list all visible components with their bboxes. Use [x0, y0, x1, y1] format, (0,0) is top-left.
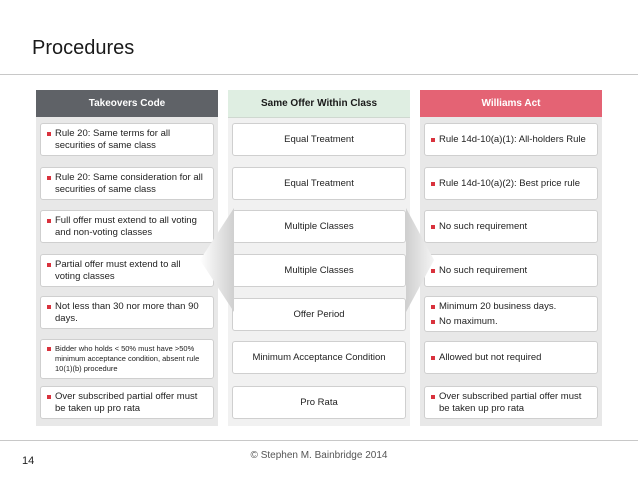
mid-box-5: Offer Period	[232, 298, 406, 331]
right-box-4: No such requirement	[424, 254, 598, 287]
bullet-icon	[47, 395, 51, 399]
right-box-3: No such requirement	[424, 210, 598, 243]
right-box-6: Allowed but not required	[424, 341, 598, 374]
page-number: 14	[22, 455, 35, 467]
left-box-2: Rule 20: Same consideration for all securities of same class	[40, 167, 214, 200]
left-box-3: Full offer must extend to all voting and non-voting classes	[40, 210, 214, 243]
mid-box-1: Equal Treatment	[232, 123, 406, 156]
takeovers-code-header: Takeovers Code	[36, 90, 218, 117]
takeovers-code-column	[36, 90, 218, 426]
same-offer-header: Same Offer Within Class	[228, 90, 410, 118]
bullet-icon	[431, 320, 435, 324]
williams-act-header: Williams Act	[420, 90, 602, 117]
bullet-icon	[47, 132, 51, 136]
bullet-icon	[431, 138, 435, 142]
mid-box-6: Minimum Acceptance Condition	[232, 341, 406, 374]
right-box-5: Minimum 20 business days. No maximum.	[424, 296, 598, 332]
left-chevron-icon	[200, 208, 234, 312]
mid-box-4: Multiple Classes	[232, 254, 406, 287]
bullet-icon	[47, 176, 51, 180]
mid-box-3: Multiple Classes	[232, 210, 406, 243]
left-box-4: Partial offer must extend to all voting classes	[40, 254, 214, 287]
left-box-5: Not less than 30 nor more than 90 days.	[40, 296, 214, 329]
top-divider	[0, 74, 638, 75]
page-title: Procedures	[32, 37, 135, 59]
same-offer-column	[228, 90, 410, 426]
bullet-icon	[431, 356, 435, 360]
left-box-6: Bidder who holds < 50% must have >50% minimum acceptance condition, absent rule 10(1)(b) procedure	[40, 339, 214, 379]
right-chevron-icon	[406, 208, 434, 312]
bullet-icon	[431, 395, 435, 399]
bottom-divider	[0, 440, 638, 441]
mid-box-7: Pro Rata	[232, 386, 406, 419]
left-box-1: Rule 20: Same terms for all securities of same class	[40, 123, 214, 156]
bullet-icon	[47, 305, 51, 309]
right-box-7: Over subscribed partial offer must be taken up pro rata	[424, 386, 598, 419]
right-box-2: Rule 14d-10(a)(2): Best price rule	[424, 167, 598, 200]
copyright-footer: © Stephen M. Bainbridge 2014	[250, 450, 388, 461]
right-box-1: Rule 14d-10(a)(1): All-holders Rule	[424, 123, 598, 156]
bullet-icon	[47, 347, 51, 351]
left-box-7: Over subscribed partial offer must be taken up pro rata	[40, 386, 214, 419]
bullet-icon	[47, 219, 51, 223]
williams-act-column	[420, 90, 602, 426]
bullet-icon	[47, 263, 51, 267]
bullet-icon	[431, 182, 435, 186]
mid-box-2: Equal Treatment	[232, 167, 406, 200]
